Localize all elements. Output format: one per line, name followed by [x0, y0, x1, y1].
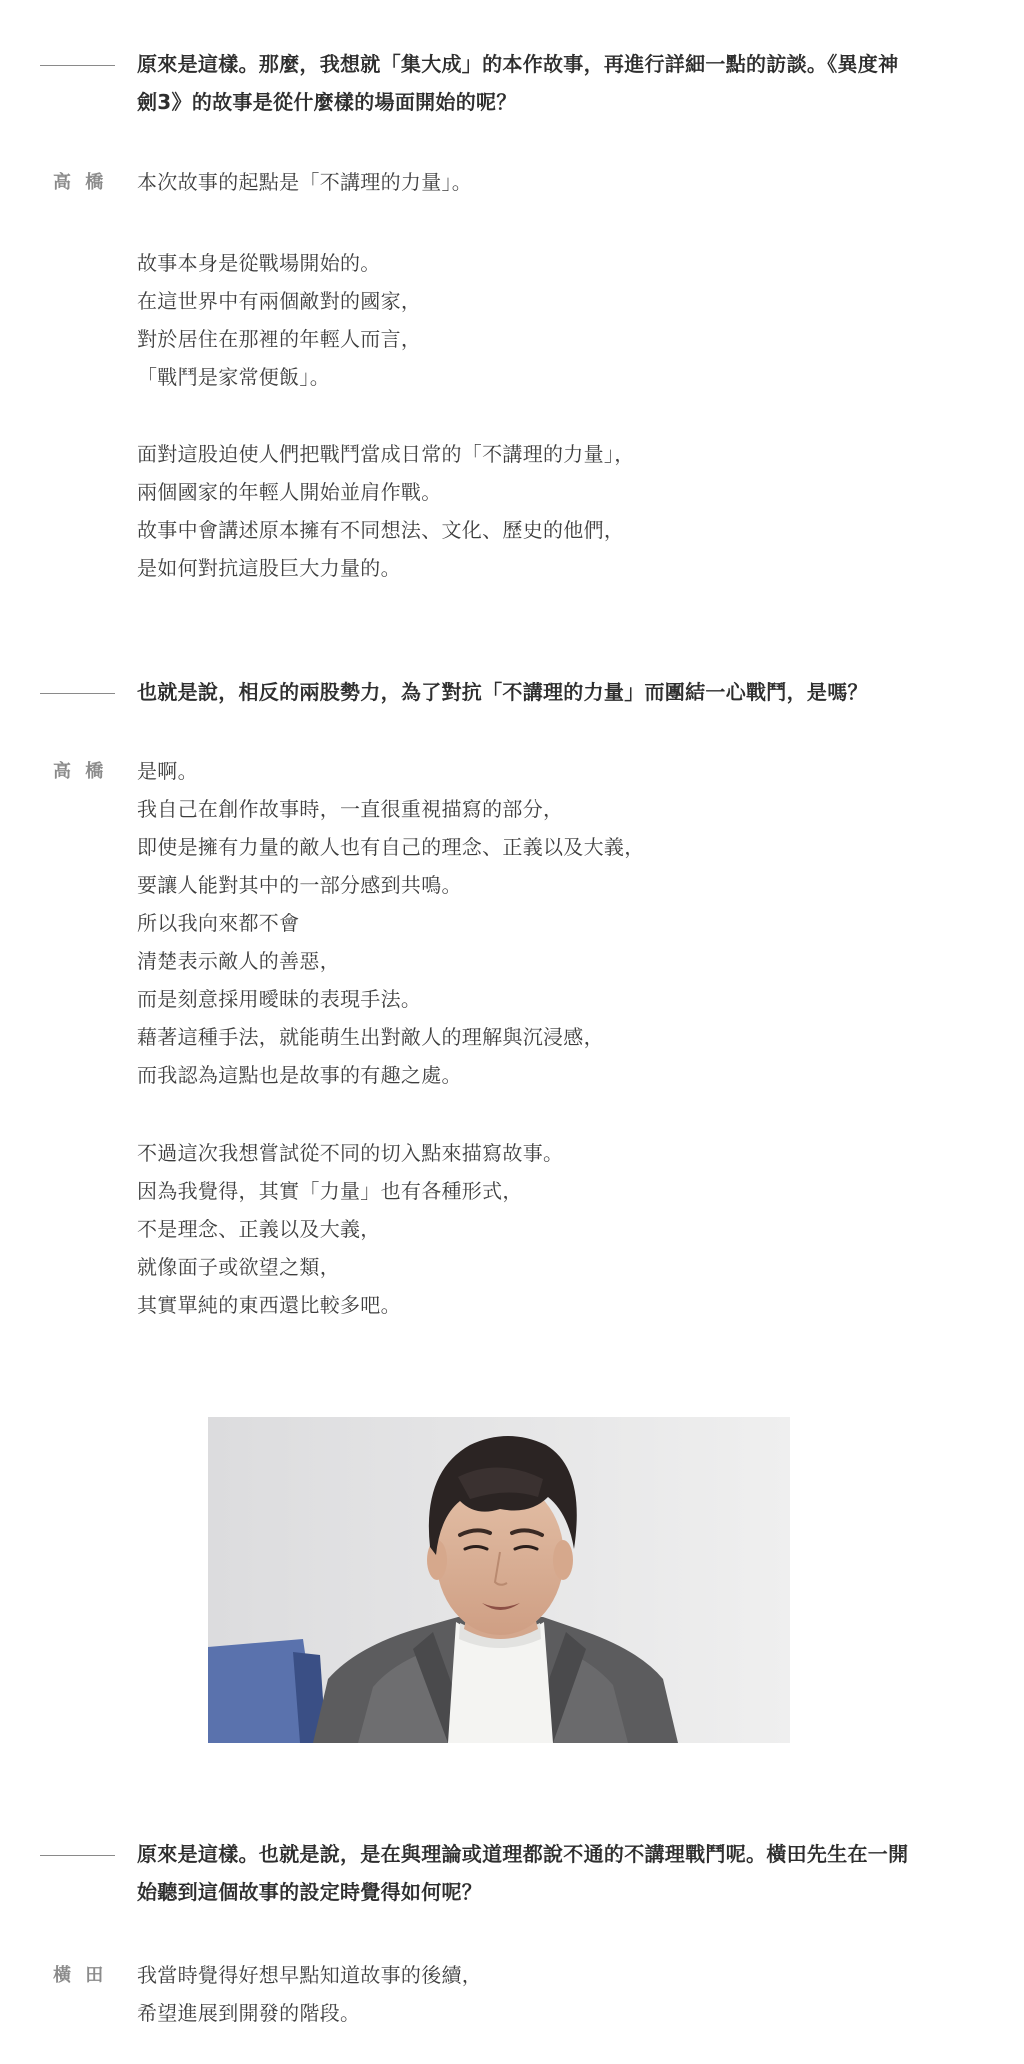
question-line: 劍3》的故事是從什麼樣的場面開始的呢？: [137, 90, 517, 114]
question-text: [137, 45, 957, 121]
answer-line: 而我認為這點也是故事的有趣之處。: [137, 1063, 462, 1087]
answer-line: 即使是擁有力量的敵人也有自己的理念、正義以及大義，: [137, 835, 645, 859]
answer-line: 清楚表示敵人的善惡，: [137, 949, 340, 973]
question-line: 也就是說，相反的兩股勢力，為了對抗「不講理的力量」而團結一心戰鬥，是嗎？: [137, 680, 868, 704]
answer-line: 其實單純的東西還比較多吧。: [137, 1293, 401, 1317]
answer-paragraph: [137, 752, 957, 1094]
answer-line: 藉著這種手法，就能萌生出對敵人的理解與沉浸感，: [137, 1025, 604, 1049]
answer-line: 「戰鬥是家常便飯」。: [137, 365, 330, 389]
answer-line: 要讓人能對其中的一部分感到共鳴。: [137, 873, 462, 897]
answer-line: 故事中會講述原本擁有不同想法、文化、歷史的他們，: [137, 518, 625, 542]
question-divider: [40, 693, 115, 694]
answer-line: 故事本身是從戰場開始的。: [137, 251, 381, 275]
question-line: 原來是這樣。那麼，我想就「集大成」的本作故事，再進行詳細一點的訪談。《異度神: [137, 52, 899, 76]
answer-line: 不是理念、正義以及大義，: [137, 1217, 381, 1241]
answer-line: 因為我覺得，其實「力量」也有各種形式，: [137, 1179, 523, 1203]
answer-line: 面對這股迫使人們把戰鬥當成日常的「不講理的力量」，: [137, 442, 635, 466]
answer-paragraph: [137, 1956, 957, 2032]
answer-line: 就像面子或欲望之類，: [137, 1255, 340, 1279]
answer-line: 是如何對抗這股巨大力量的。: [137, 556, 401, 580]
portrait-image: [208, 1417, 790, 1743]
speaker-label: 高 橋: [53, 172, 108, 193]
answer-paragraph: [137, 1134, 957, 1324]
answer-line: 是啊。: [137, 759, 198, 783]
answer-line: 對於居住在那裡的年輕人而言，: [137, 327, 422, 351]
question-text: [137, 1835, 957, 1911]
answer-line: 我自己在創作故事時，一直很重視描寫的部分，: [137, 797, 564, 821]
speaker-label: 高 橋: [53, 761, 108, 782]
answer-line: 不過這次我想嘗試從不同的切入點來描寫故事。: [137, 1141, 564, 1165]
question-divider: [40, 65, 115, 66]
answer-paragraph: [137, 435, 957, 587]
question-line: 原來是這樣。也就是說，是在與理論或道理都說不通的不講理戰鬥呢。橫田先生在一開: [137, 1842, 909, 1866]
speaker-label: 橫 田: [53, 1965, 108, 1986]
interview-photo: [208, 1417, 790, 1743]
answer-line: 希望進展到開發的階段。: [137, 2001, 361, 2025]
answer-line: 我當時覺得好想早點知道故事的後續，: [137, 1963, 483, 1987]
question-text: [137, 673, 957, 711]
answer-paragraph: [137, 163, 957, 201]
question-divider: [40, 1855, 115, 1856]
question-line: 始聽到這個故事的設定時覺得如何呢？: [137, 1880, 483, 1904]
answer-paragraph: [137, 244, 957, 396]
answer-line: 而是刻意採用曖昧的表現手法。: [137, 987, 422, 1011]
answer-line: 在這世界中有兩個敵對的國家，: [137, 289, 422, 313]
answer-line: 所以我向來都不會: [137, 911, 300, 935]
answer-line: 兩個國家的年輕人開始並肩作戰。: [137, 480, 442, 504]
answer-line: 本次故事的起點是「不講理的力量」。: [137, 170, 473, 194]
